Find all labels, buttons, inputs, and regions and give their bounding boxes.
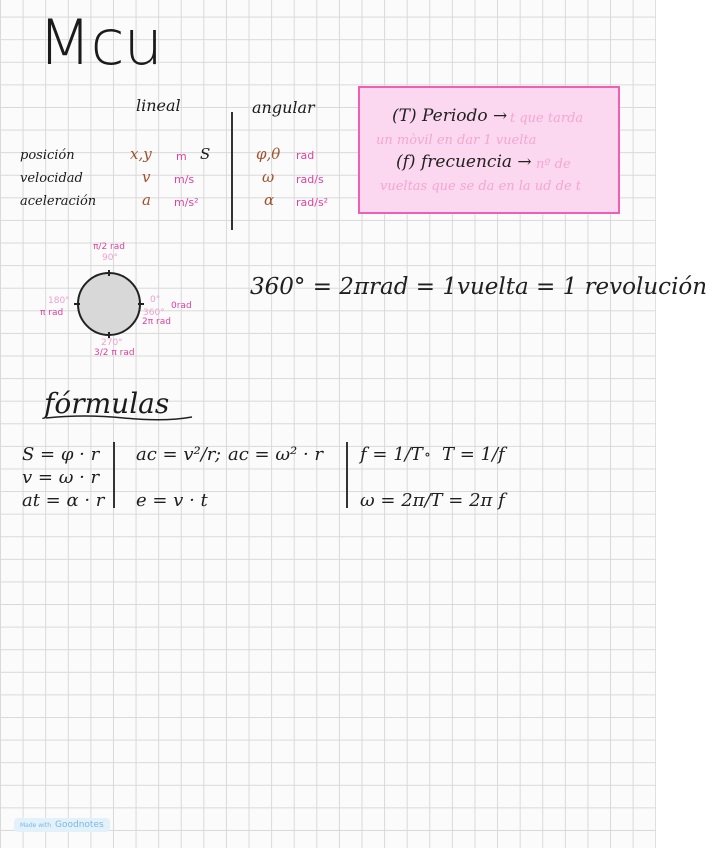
angular-unit-velocidad: rad/s [296,173,324,186]
angle-bottom-rad: 3/2 π rad [94,348,135,358]
frecuencia-label: (f) frecuencia → [396,152,532,172]
angular-unit-posicion: rad [296,149,315,162]
definitions-box [358,86,620,214]
lineal-unit-velocidad: m/s [174,173,195,186]
lineal-symbol-aceleracion: a [142,191,151,209]
formula-separator: ; [215,444,222,465]
lineal-unit-posicion: m [176,150,187,163]
frecuencia-desc-2: vueltas que se da en la ud de t [380,179,582,194]
periodo-label: (T) Periodo → [392,106,508,126]
formula-or: ∘ [424,447,431,463]
row-label-aceleracion: aceleración [20,194,97,209]
angle-top-deg: 90° [102,253,118,263]
formula-period: T = 1/f [442,444,505,465]
formula-linear-velocity: v = ω · r [22,467,100,488]
angle-right-deg-360: 360° [143,308,165,318]
angle-right-rad-2pi: 2π rad [142,317,171,327]
angle-left-rad: π rad [40,308,64,318]
angle-top-rad: π/2 rad [93,242,125,252]
angular-unit-aceleracion: rad/s² [296,196,329,209]
formula-angular-velocity: ω = 2π/T = 2π f [360,490,505,511]
lineal-symbol-velocidad: v [142,168,151,186]
formulas-underline [44,414,194,422]
table-divider [231,112,233,230]
arc-length-symbol: S [200,145,211,163]
angular-symbol-aceleracion: α [264,191,275,209]
formula-distance: e = v · t [136,490,208,511]
angle-right-deg: 0° [150,295,161,305]
unit-circle [78,273,140,335]
angular-symbol-posicion: φ,θ [256,145,281,163]
formula-divider-2 [346,442,348,508]
periodo-desc-1: t que tarda [510,111,584,126]
page-title: Mcu [38,6,162,79]
frecuencia-desc-1: nº de [536,157,571,172]
angle-bottom-deg: 270° [101,338,123,348]
formula-tangential-acceleration: at = α · r [22,490,105,511]
goodnotes-watermark [14,818,110,832]
made-with-label: Made with [20,822,51,829]
lineal-symbol-posicion: x,y [130,145,152,163]
angle-equivalence: 360° = 2πrad = 1vuelta = 1 revolución [250,274,707,300]
angular-symbol-velocidad: ω [262,168,275,186]
unit-circle-diagram [60,262,160,346]
formulas-heading: fórmulas [44,387,170,420]
angle-right-rad: 0rad [171,301,192,311]
angle-left-deg: 180° [48,296,70,306]
lineal-unit-aceleracion: m/s² [174,196,199,209]
formula-frequency: f = 1/T [360,444,423,465]
periodo-desc-2: un mòvil en dar 1 vuelta [376,133,537,148]
formula-divider-1 [113,442,115,508]
formula-centripetal-2: ac = ω² · r [228,444,324,465]
row-label-velocidad: velocidad [20,171,83,186]
formula-centripetal-1: ac = v²/r [136,444,216,465]
goodnotes-label: Goodnotes [55,820,104,830]
header-angular: angular [252,98,315,117]
row-label-posicion: posición [20,148,75,163]
formula-arc-length: S = φ · r [22,444,100,465]
header-lineal: lineal [136,96,181,115]
